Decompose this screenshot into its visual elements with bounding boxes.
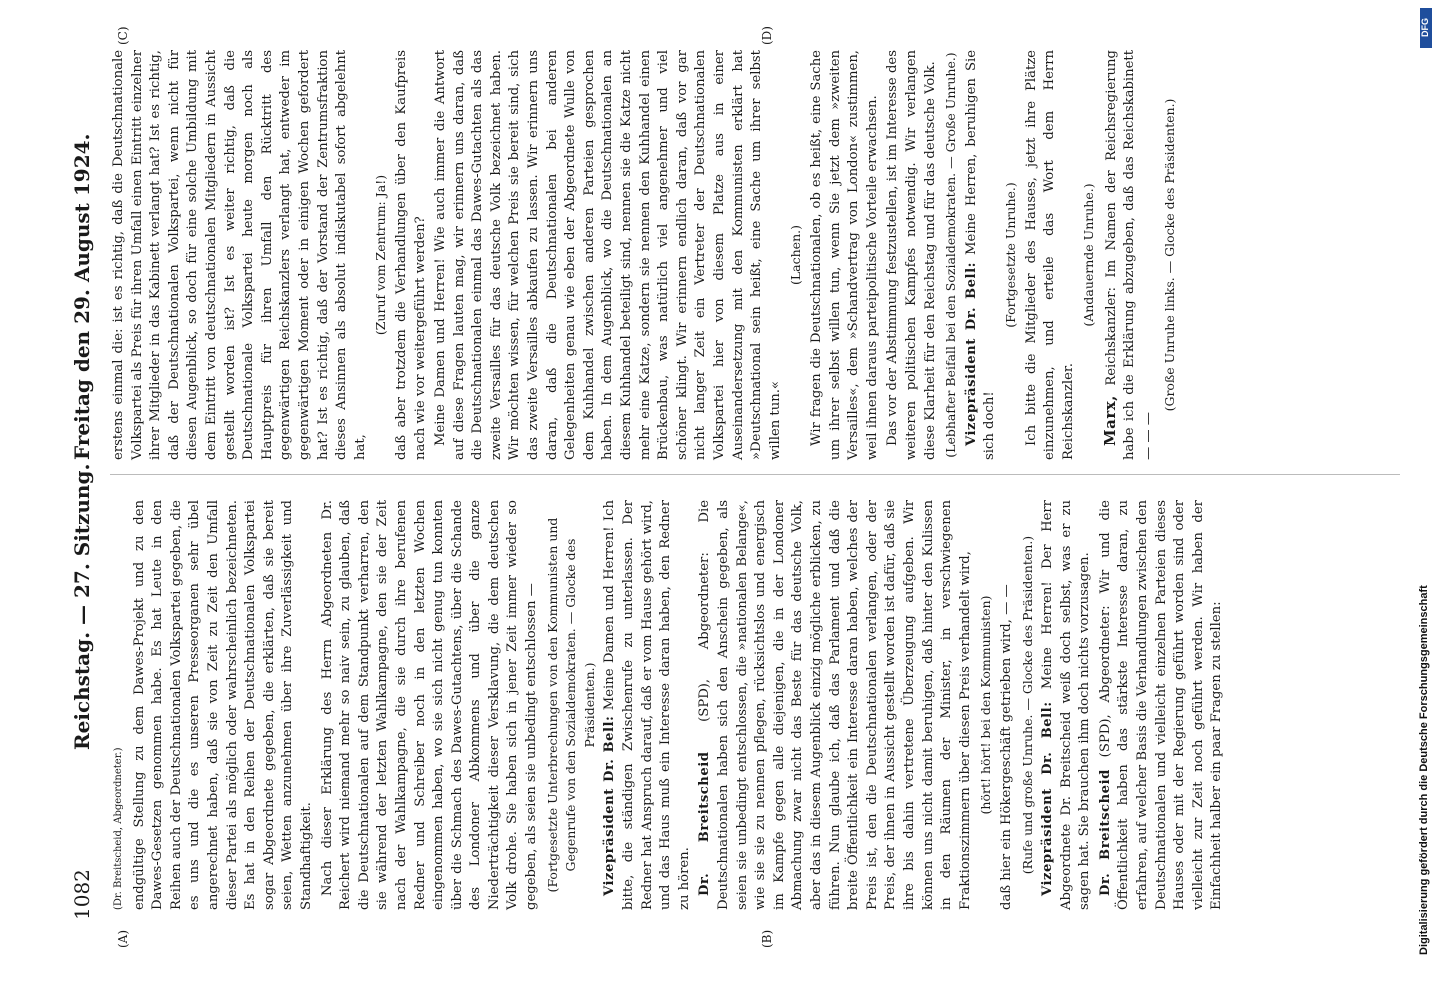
speaker-name: Marx, (1100, 395, 1119, 446)
speaker-name: Vizepräsident Dr. Bell: (1040, 701, 1056, 896)
left-running-title: Reichstag. — 27. Sitzung. (70, 463, 94, 750)
speaker-role: (SPD), Abgeordneter: (1097, 605, 1113, 758)
paragraph (696, 500, 975, 910)
paragraph-text: Wir und die Öffentlichkeit haben das stärkste Interesse daran, zu erfahren, auf welcher Basis die Verhandlungen zwischen den Deutschnationalen und vielleicht einzelnen Parteien dieses Hauses oder mit der Regierung geführt worden sind oder vielleicht zur Zeit noch geführt werden. Wir haben der Einfachheit halber ein paar Fragen zu stellen: (1097, 500, 1225, 910)
paragraph: Wir fragen die Deutschnationalen, ob es heißt, eine Sache um ihrer selbst willen tun, wenn Sie jetzt dem »zweiten Versailles«, dem »Schandvertrag von London« zustimmen, weil ihnen daraus parteipolitische Vorteile erwachsen. (808, 50, 880, 460)
interjection: (Lebhafter Beifall bei den Sozialdemokraten. — Große Unruhe.) (943, 52, 959, 458)
paragraph-text: Die Deutschnationalen haben sich den Anschein gegeben, als seien sie unbedingt entschlossen, die »nationalen Belange«, wie sie sie zu nennen pflegen, rücksichtslos und energisch im Kampfe gegen alle diejenigen, die in der Londoner Abmachung zwar nicht das Beste für das deutsche Volk, aber das in diesem Augenblick einzig mögliche erblicken, zu führen. Nun glaube ich, daß das Parlament und daß die breite Öffentlichkeit ein Interesse daran haben, welches der Preis ist, den die Deutschnationalen verlangen, oder der Preis, der ihnen in Aussicht gestellt worden ist dafür, daß sie ihre bis dahin vertretene Überzeugung aufgeben. Wir können uns nicht damit beruhigen, daß hinter den Kulissen in den Räumen der Minister, in verschwiegenen Fraktionszimmern über diesen Preis verhandelt wird, (697, 499, 973, 910)
interjection: (Zuruf vom Zentrum: Ja!) (373, 174, 389, 336)
margin-mark-a: (A) (116, 929, 130, 948)
paragraph: Ich bitte die Mitglieder des Hauses, jetzt ihre Plätze einzunehmen, und erteile das Wort dem Herrn Reichskanzler. (1023, 50, 1076, 460)
sidebar (1418, 55, 1434, 995)
paragraph (963, 50, 1000, 460)
speaker-name: Vizepräsident Dr. Bell: (963, 262, 979, 446)
column-divider (110, 474, 1400, 475)
dfg-logo: DFG (1420, 8, 1432, 48)
left-column (110, 500, 1229, 910)
interjection: (hört! hört! bei den Kommunisten) (978, 595, 994, 815)
paragraph-text: Meine Herren, beruhigen Sie sich doch! (963, 50, 998, 460)
interjection: (Große Unruhe links. — Glocke des Präsidenten.) (1161, 98, 1177, 412)
paragraph: daß hier ein Hökergeschäft getrieben wird, — — (998, 584, 1014, 910)
paragraph: erstens einmal die: ist es richtig, daß die Deutschnationale Volkspartei als Preis für ihren Umfall einen Eintritt einzelner ihrer Mitglieder in das Kabinett verlangt hat? Ist es richtig, daß der Deutschnationalen Volkspartei, wenn nicht für diesen Augenblick, so doch für eine solche Umbildung mit dem Eintritt von deutschnationalen Mitgliedern in Aussicht gestellt worden ist? Ist es weiter richtig, daß die Deutschnationale Volkspartei heute morgen noch als Hauptpreis für ihren Umfall den Rücktritt des gegenwärtigen Reichskanzlers verlangt hat, entweder im gegenwärtigen Moment oder in einigen Wochen gefordert hat? Ist es richtig, daß der Vorstand der Zentrumsfraktion dieses Ansinnen als absolut indiskutabel sofort abgelehnt hat, (111, 50, 368, 460)
margin-mark-c: (C) (116, 26, 130, 45)
paragraph (1101, 50, 1159, 460)
paragraph-text: Meine Damen und Herren! Ich bitte, die ständigen Zwischenrufe zu unterlassen. Der Redner hat Anspruch darauf, daß er vom Hause gehört wird, und das Haus muß ein Interesse daran haben, den Redner zu hören. (602, 500, 692, 910)
paragraph: Meine Damen und Herren! Wie auch immer die Antwort auf diese Fragen lauten mag, wir erinnern uns daran, daß die Deutschnationalen einmal das Dawes-Gutachten als das zweite Versailles für das deutsche Volk bezeichnet haben. Wir möchten wissen, für welchen Preis sie bereit sind, sich das zweite Versailles abkaufen zu lassen. Wir erinnern uns daran, daß die Deutschnationalen bei anderen Gelegenheiten genau wie eben der Abgeordnete Wulle von dem Kuhhandel zwischen anderen Parteien gesprochen haben. In dem Augenblick, wo die Deutschnationalen an diesem Kuhhandel beteiligt sind, nennen sie die Katze nicht mehr eine Katze, sondern sie nennen den Kuhhandel einen Brückenbau, was natürlich viel angenehmer und viel schöner klingt. Wir erinnern endlich daran, daß vor gar nicht langer Zeit ein Vertreter der Deutschnationalen Volkspartei hier von diesem Platze aus in einer Auseinandersetzung mit den Kommunisten erklärt hat »Deutschnational sein heißt, eine Sache um ihrer selbst willen tun.« (433, 50, 783, 460)
paragraph: Nach dieser Erklärung des Herrn Abgeordneten Dr. Reichert wird niemand mehr so naiv sein, zu glauben, daß die Deutschnationalen auf dem Standpunkt verharren, den sie während der letzten Wahlkampagne, den sie der Zeit nach der Wahlkampagne, die sie durch ihre berufenen Redner und Schreiber noch in den letzten Wochen eingenommen haben, wo sie sich nicht genug tun konnten über die Schmach des Dawes-Gutachtens, über die Schande des Londoner Abkommens und über die ganze Niederträchtigkeit dieser Versklavung, die dem deutschen Volk drohe. Sie haben sich in jener Zeit immer wieder so gegeben, als seien sie unbedingt entschlossen — (319, 500, 540, 910)
paragraph: endgültige Stellung zu dem Dawes-Projekt und zu den Dawes-Gesetzen genommen habe. Es hat Leute in den Reihen auch der Deutschnationalen Volkspartei gegeben, die es uns und die es unseren Presseorganen sehr übel angerechnet haben, daß sie von Zeit zu Zeit den Umfall dieser Partei als möglich oder wahrscheinlich bezeichneten. Es hat in den Reihen der Deutschnationalen Volkspartei sogar Abgeordnete gegeben, die erklärten, daß sie bereit seien, Wetten anzunehmen über ihre Zuverlässigkeit und Standhaftigkeit. (131, 500, 314, 910)
paragraph-text: Reichskanzler: Im Namen der Reichsregierung habe ich die Erklärung abzugeben, daß das Reichskabinett — — — (1103, 50, 1157, 460)
paragraph (1039, 500, 1095, 910)
speaker-name: Vizepräsident Dr. Bell: (602, 715, 618, 896)
interjection: (Rufe und große Unruhe. — Glocke des Präsidenten.) (1019, 535, 1035, 875)
digitization-credit: Digitalisierung gefördert durch die Deutsche Forschungsgemeinschaft (1418, 585, 1430, 955)
margin-mark-d: (D) (760, 26, 774, 45)
page-header (70, 40, 100, 920)
paragraph (601, 500, 694, 910)
paragraph (1097, 500, 1227, 910)
speaker-name: Dr. Breitscheid (1097, 769, 1113, 896)
margin-mark-b: (B) (760, 929, 774, 948)
right-running-title: Freitag den 29. August 1924. (70, 133, 94, 460)
speaker-continuation: (Dr. Breitscheid, Abgeordneter.) (113, 747, 124, 910)
paragraph: Das vor der Abstimmung festzustellen, ist im Interesse des weiteren politischen Kampfes notwendig. Wir verlangen diese Klarheit für den Reichstag und für das deutsche Volk. (885, 50, 938, 460)
page-content (60, 26, 1420, 948)
interjection: (Fortgesetzte Unruhe.) (1002, 182, 1018, 328)
rotated-page (60, 26, 1420, 948)
paragraph-text: Meine Herren! Der Herr Abgeordnete Dr. Breitscheid weiß doch selbst, was er zu sagen hat. Sie brauchen ihm doch nichts vorzusagen. (1040, 500, 1093, 910)
right-column (110, 50, 1181, 460)
interjection: (Lachen.) (788, 225, 804, 285)
interjection: (Fortgesetzte Unterbrechungen von den Kommunisten und Gegenrufe von den Sozialdemokraten. — Glocke des Präsidenten.) (544, 517, 597, 893)
speaker-name: Dr. Breitscheid (697, 751, 713, 896)
page-number: 1082 (70, 869, 94, 920)
interjection: (Andauernde Unruhe.) (1081, 183, 1097, 327)
paragraph: daß aber trotzdem die Verhandlungen über den Kaufpreis nach wie vor weitergeführt werden? (393, 50, 428, 460)
speaker-role: (SPD), Abgeordneter: (697, 552, 713, 722)
